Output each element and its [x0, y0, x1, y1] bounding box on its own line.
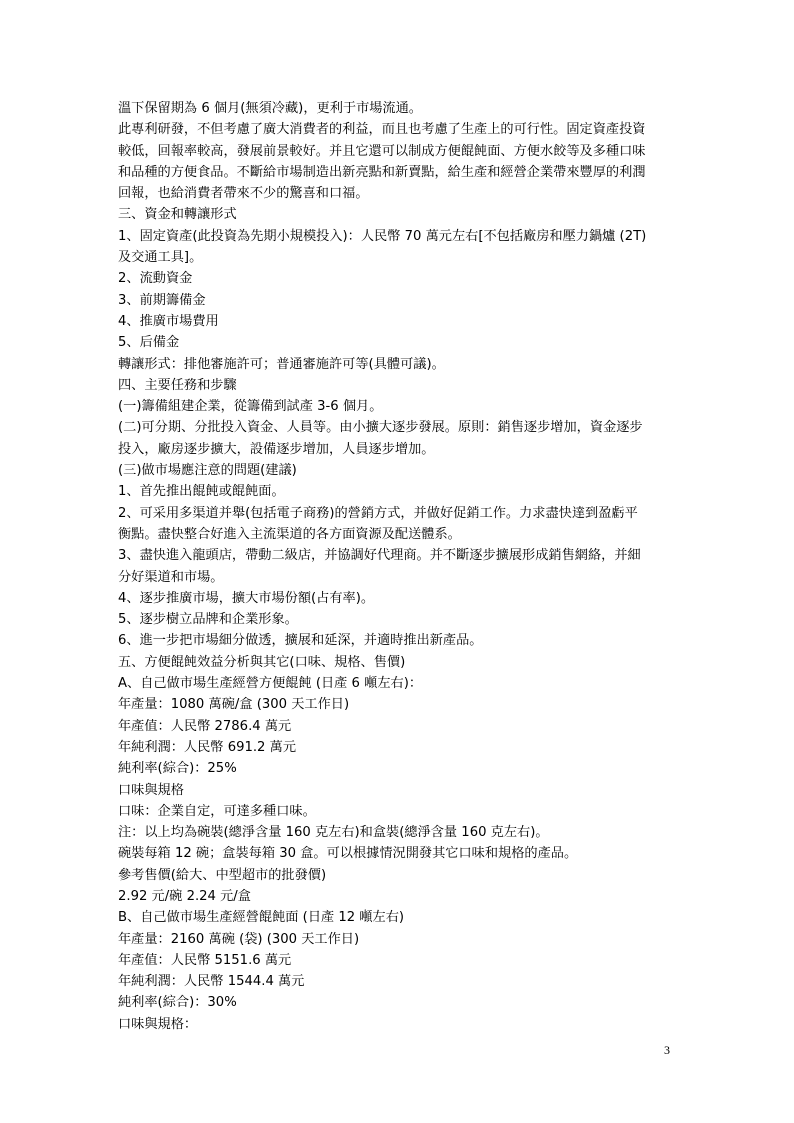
text-line: 溫下保留期為 6 個月(無須冷藏)，更利于市場流通。: [118, 101, 422, 116]
text-line: 和品種的方便食品。不斷給市場制造出新亮點和新賣點，給生產和經營企業帶來豐厚的利潤: [118, 164, 646, 180]
list-item: 6、進一步把市場細分做透，擴展和延深，并適時推出新產品。: [118, 633, 483, 649]
text-line: 較低，回報率較高，發展前景較好。并且它還可以制成方便餛飩面、方便水餃等及多種口味: [118, 143, 646, 159]
subsection-heading: B、自己做市場生產經營餛飩面 (日產 12 噸左右): [118, 910, 405, 926]
text-line: 年產值：人民幣 5151.6 萬元: [118, 952, 292, 968]
text-line: 年純利潤：人民幣 1544.4 萬元: [118, 974, 305, 990]
text-line: 年產量：1080 萬碗/盒 (300 天工作日): [118, 697, 350, 713]
text-line: (二)可分期、分批投入資金、人員等。由小擴大逐步發展。原則：銷售逐步增加，資金逐步: [118, 420, 643, 436]
body-text: [118, 98, 678, 1035]
section-heading: 三、資金和轉讓形式: [118, 207, 237, 223]
text-line: 2.92 元/碗 2.24 元/盒: [118, 888, 251, 904]
list-item: 2、流動資金: [118, 271, 193, 287]
list-item: 2、可采用多渠道并舉(包括電子商務)的營銷方式，并做好促銷工作。力求盡快達到盈虧平: [118, 505, 638, 521]
text-line: 及交通工具]。: [118, 250, 203, 266]
text-line: 此專利研發，不但考慮了廣大消費者的利益，而且也考慮了生產上的可行性。固定資產投資: [118, 122, 646, 138]
list-item: 1、首先推出餛飩或餛飩面。: [118, 484, 285, 500]
list-item: 5、后備金: [118, 335, 180, 351]
text-line: 注：以上均為碗裝(總淨含量 160 克左右)和盒裝(總淨含量 160 克左右)。: [118, 825, 549, 841]
text-line: 轉讓形式：排他審施許可；普通審施許可等(具體可議)。: [118, 356, 445, 372]
page-number: 3: [664, 1043, 670, 1057]
text-line: 參考售價(給大、中型超市的批發價): [118, 867, 327, 883]
text-line: 碗裝每箱 12 碗；盒裝每箱 30 盒。可以根據情況開發其它口味和規格的產品。: [118, 846, 578, 862]
text-line: 口味與規格: [118, 782, 184, 798]
subsection-heading: A、自己做市場生產經營方便餛飩 (日產 6 噸左右)：: [118, 676, 423, 692]
text-line: 年純利潤：人民幣 691.2 萬元: [118, 739, 297, 755]
text-line: 純利率(綜合)：30%: [118, 995, 237, 1011]
section-heading: 五、方便餛飩效益分析與其它(口味、規格、售價): [118, 654, 406, 670]
text-line: 純利率(綜合)：25%: [118, 761, 237, 777]
subsection-heading: (三)做市場應注意的問題(建議): [118, 463, 297, 479]
text-line: 衡點。盡快整合好進入主流渠道的各方面資源及配送體系。: [118, 526, 461, 542]
text-line: 口味與規格：: [118, 1016, 198, 1032]
text-line: 1、固定資產(此投資為先期小規模投入)：人民幣 70 萬元左右[不包括廠房和壓力鍋爐 (2T): [118, 228, 647, 244]
text-line: 投入，廠房逐步擴大，設備逐步增加，人員逐步增加。: [118, 441, 435, 457]
text-line: (一)籌備組建企業，從籌備到試產 3-6 個月。: [118, 399, 383, 415]
list-item: 5、逐步樹立品牌和企業形象。: [118, 612, 298, 628]
text-line: 分好渠道和市場。: [118, 569, 224, 585]
text-line: 年產值：人民幣 2786.4 萬元: [118, 718, 292, 734]
list-item: 3、盡快進入龍頭店，帶動二級店，并協調好代理商。并不斷逐步擴展形成銷售網絡，并細: [118, 548, 641, 564]
text-line: 年產量：2160 萬碗 (袋) (300 天工作日): [118, 931, 360, 947]
text-line: 口味：企業自定，可達多種口味。: [118, 803, 316, 819]
list-item: 3、前期籌備金: [118, 292, 206, 308]
list-item: 4、逐步推廣市場，擴大市場份額(占有率)。: [118, 590, 375, 606]
text-line: 回報，也給消費者帶來不少的驚喜和口福。: [118, 186, 369, 202]
section-heading: 四、主要任務和步驟: [118, 377, 237, 393]
list-item: 4、推廣市場費用: [118, 313, 219, 329]
